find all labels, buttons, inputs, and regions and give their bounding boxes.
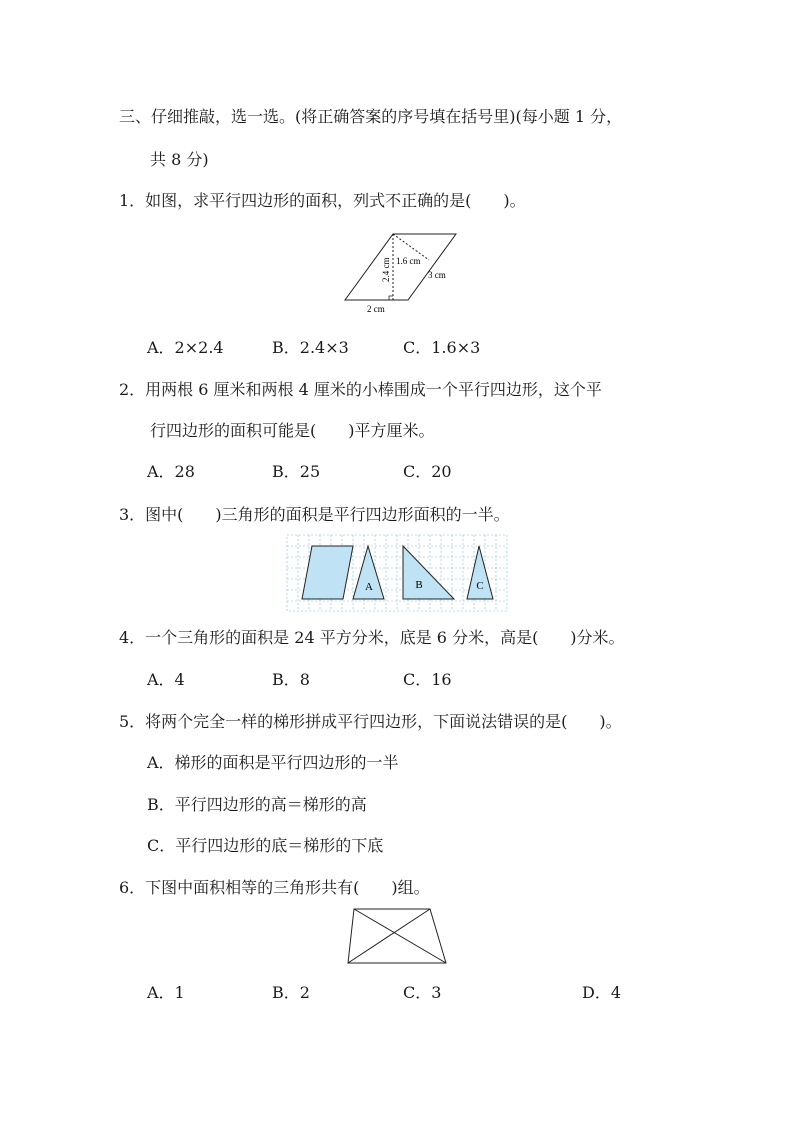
triangle-b-label: B bbox=[415, 579, 423, 591]
triangle-c-label: C bbox=[476, 580, 484, 592]
q3-grid-figure bbox=[286, 534, 508, 612]
q6-option-c[interactable]: C．3 bbox=[403, 983, 442, 1002]
question-1-text: 1．如图，求平行四边形的面积，列式不正确的是( )。 bbox=[119, 191, 526, 210]
diagonal-2 bbox=[348, 909, 430, 963]
section-title-cont: 共 8 分) bbox=[150, 150, 209, 169]
q5-option-b[interactable]: B．平行四边形的高＝梯形的高 bbox=[147, 795, 367, 814]
side-label: 3 cm bbox=[428, 270, 446, 280]
section-title: 三、仔细推敲，选一选。(将正确答案的序号填在括号里)(每小题 1 分， bbox=[119, 107, 623, 126]
question-3-text: 3．图中( )三角形的面积是平行四边形面积的一半。 bbox=[119, 505, 510, 524]
q6-option-d[interactable]: D．4 bbox=[582, 983, 622, 1002]
q2-option-b[interactable]: B．25 bbox=[272, 462, 321, 481]
q5-option-a[interactable]: A．梯形的面积是平行四边形的一半 bbox=[147, 753, 399, 772]
parallelogram-shape bbox=[345, 234, 456, 300]
q4-option-a[interactable]: A．4 bbox=[147, 670, 185, 689]
q1-option-a[interactable]: A．2×2.4 bbox=[147, 338, 224, 357]
q2-option-c[interactable]: C．20 bbox=[403, 462, 452, 481]
triangle-a-label: A bbox=[365, 581, 373, 593]
question-5-text: 5．将两个完全一样的梯形拼成平行四边形，下面说法错误的是( )。 bbox=[119, 712, 622, 731]
base-label: 2 cm bbox=[367, 304, 385, 314]
grid-parallelogram bbox=[302, 546, 353, 599]
q6-option-a[interactable]: A．1 bbox=[147, 983, 185, 1002]
q5-option-c[interactable]: C．平行四边形的底＝梯形的下底 bbox=[147, 836, 384, 855]
question-4-text: 4．一个三角形的面积是 24 平方分米，底是 6 分米，高是( )分米。 bbox=[119, 628, 625, 647]
q6-trapezoid-figure bbox=[344, 905, 450, 967]
q4-option-b[interactable]: B．8 bbox=[272, 670, 310, 689]
question-2-text: 2．用两根 6 厘米和两根 4 厘米的小棒围成一个平行四边形，这个平 bbox=[119, 380, 602, 399]
triangle-b bbox=[403, 546, 454, 599]
question-6-text: 6．下图中面积相等的三角形共有( )组。 bbox=[119, 878, 430, 897]
q1-parallelogram-figure bbox=[340, 230, 470, 316]
height-label: 2.4 cm bbox=[381, 257, 391, 282]
right-angle-mark bbox=[389, 296, 393, 300]
q1-option-c[interactable]: C．1.6×3 bbox=[403, 338, 481, 357]
q6-option-b[interactable]: B．2 bbox=[272, 983, 310, 1002]
question-2-text-cont: 行四边形的面积可能是( )平方厘米。 bbox=[150, 421, 435, 440]
inner-label: 1.6 cm bbox=[396, 256, 421, 266]
q1-option-b[interactable]: B．2.4×3 bbox=[272, 338, 349, 357]
q4-option-c[interactable]: C．16 bbox=[403, 670, 452, 689]
q2-option-a[interactable]: A．28 bbox=[147, 462, 195, 481]
